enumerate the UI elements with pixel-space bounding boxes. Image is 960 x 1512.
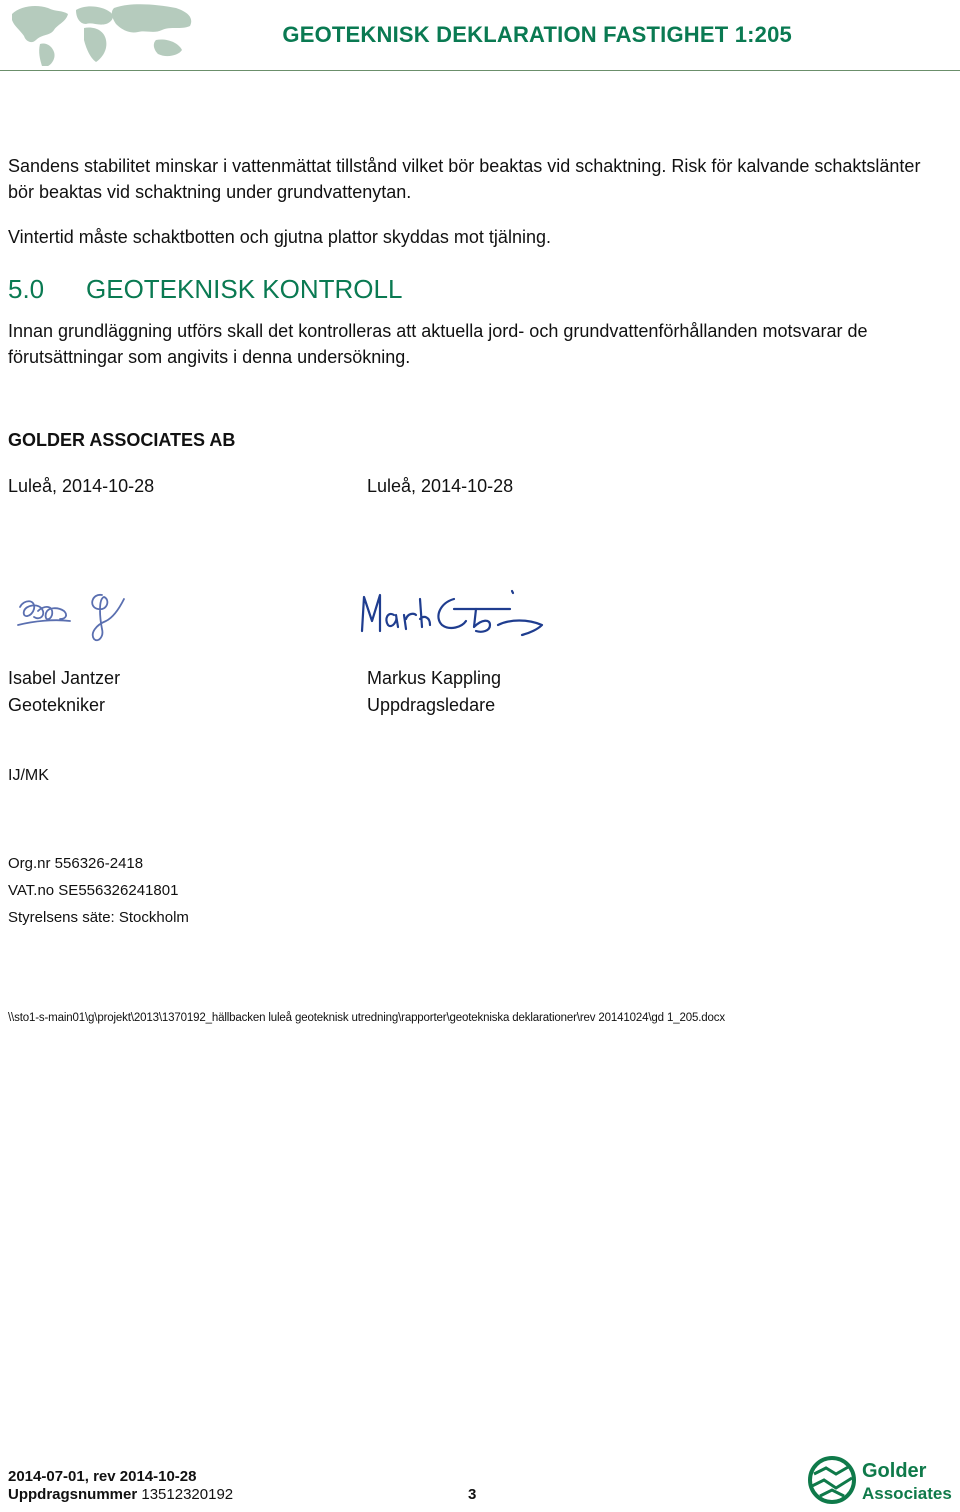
- vat-number: VAT.no SE556326241801: [8, 882, 179, 899]
- board-seat: Styrelsens säte: Stockholm: [8, 909, 189, 926]
- company-name: GOLDER ASSOCIATES AB: [8, 430, 236, 450]
- signature-image-2: [358, 585, 548, 655]
- assignment-label: Uppdragsnummer: [8, 1486, 138, 1503]
- section-text: Innan grundläggning utförs skall det kontrolleras att aktuella jord- och grundvattenförhållanden motsvarar de förutsättningar som angivits i denna undersökning.: [8, 321, 868, 367]
- signatory-role-1: Geotekniker: [8, 695, 106, 715]
- assignment-number: 13512320192: [141, 1486, 234, 1503]
- golder-logo: [806, 1452, 956, 1507]
- logo-text-golder: Golder: [862, 1460, 927, 1482]
- footer-date: 2014-07-01, rev 2014-10-28: [8, 1468, 197, 1485]
- logo-text-associates: Associates: [862, 1484, 952, 1503]
- org-number: Org.nr 556326-2418: [8, 855, 144, 872]
- file-path: \\sto1-s-main01\g\projekt\2013\1370192_hällbacken luleå geoteknisk utredning\rapporter\geotekniska deklarationer\rev 20141024\gd 1_205.docx: [8, 1012, 725, 1024]
- footer-assignment: [8, 1486, 233, 1503]
- page-number: 3: [468, 1486, 477, 1503]
- world-map-logo: [6, 0, 202, 66]
- section-title: GEOTEKNISK KONTROLL: [86, 274, 403, 304]
- paragraph-winter: Vintertid måste schaktbotten och gjutna plattor skyddas mot tjälning.: [8, 227, 551, 247]
- signature-place-date-1: Luleå, 2014-10-28: [8, 476, 155, 496]
- initials: IJ/MK: [8, 767, 49, 784]
- section-number: 5.0: [8, 274, 45, 304]
- document-title: GEOTEKNISK DEKLARATION FASTIGHET 1:205: [282, 22, 792, 47]
- signatory-name-2: Markus Kappling: [367, 668, 502, 688]
- paragraph-stability: Sandens stabilitet minskar i vattenmättat tillstånd vilket bör beaktas vid schaktning. Risk för kalvande schaktslänter bör beaktas vid schaktning under grundvattenytan.: [8, 156, 921, 202]
- signature-place-date-2: Luleå, 2014-10-28: [367, 476, 514, 496]
- section-heading: [8, 274, 402, 305]
- signatory-name-1: Isabel Jantzer: [8, 668, 121, 688]
- signatory-role-2: Uppdragsledare: [367, 695, 496, 715]
- header-divider: [0, 70, 960, 71]
- signature-image-1: [14, 585, 134, 655]
